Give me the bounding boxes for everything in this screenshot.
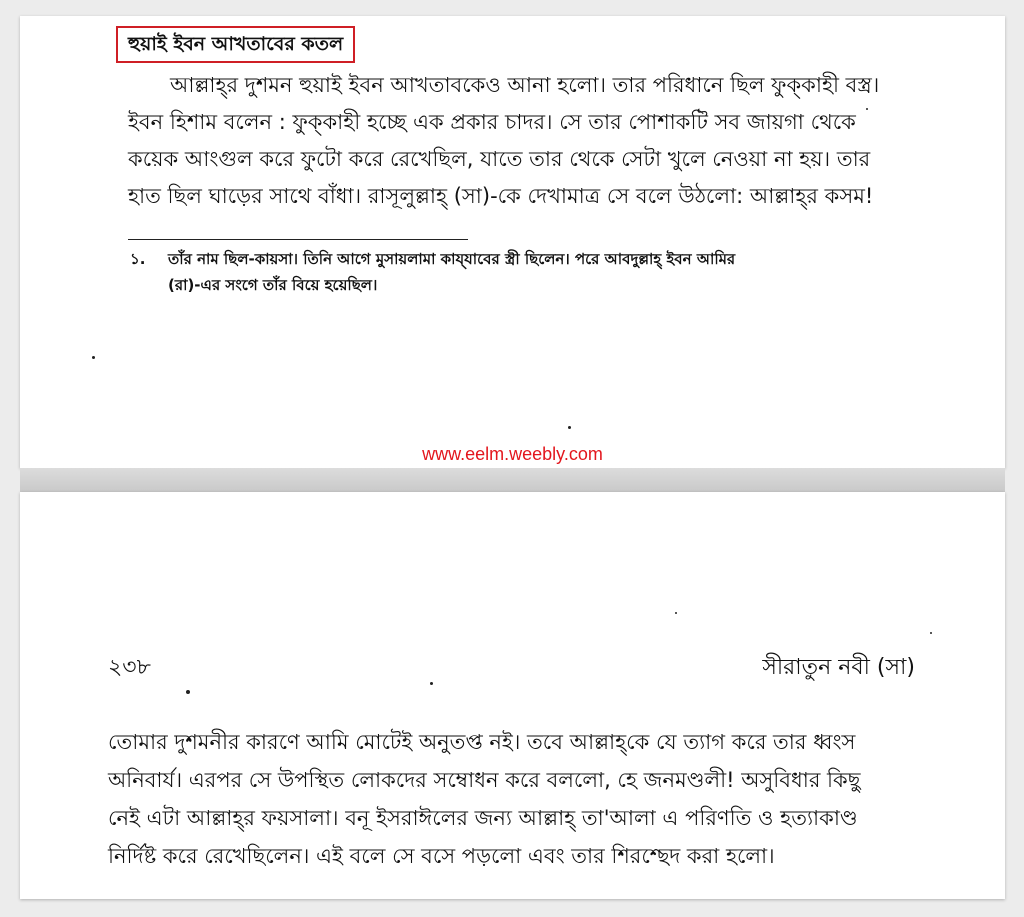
body-line-2: অনিবার্য। এরপর সে উপস্থিত লোকদের সম্বোধন করে বললো, হে জনমণ্ডলী! অসুবিধার কিছু <box>108 768 861 792</box>
scan-speck <box>92 356 95 359</box>
footnote-number: ১. <box>130 250 146 268</box>
scan-speck <box>568 426 571 429</box>
document-page-bottom <box>20 492 1005 899</box>
scan-speck <box>675 612 677 614</box>
body-line-2: ইবন হিশাম বলেন : ফুক্‌কাহী হচ্ছে এক প্রকার চাদর। সে তার পোশাকটি সব জায়গা থেকে <box>128 110 856 134</box>
watermark-link[interactable]: www.eelm.weebly.com <box>422 444 603 464</box>
body-line-1: আল্লাহ্‌র দুশমন হুয়াই ইবন আখতাবকেও আনা হলো। তার পরিধানে ছিল ফুক্‌কাহী বস্ত্র। <box>170 73 880 97</box>
body-line-4: নির্দিষ্ট করে রেখেছিলেন। এই বলে সে বসে পড়লো এবং তার শিরশ্ছেদ করা হলো। <box>108 844 775 868</box>
running-head: সীরাতুন নবী (সা) <box>762 655 915 680</box>
section-heading: হুয়াই ইবন আখতাবের কতল <box>116 26 355 63</box>
document-page-top <box>20 16 1005 468</box>
footnote-divider <box>128 239 468 240</box>
body-line-3: নেই এটা আল্লাহ্‌র ফয়সালা। বনূ ইসরাঈলের জন্য আল্লাহ্‌ তা'আলা এ পরিণতি ও হত্যাকাণ্ড <box>108 806 858 830</box>
footnote-line-2: (রা)-এর সংগে তাঁর বিয়ে হয়েছিল। <box>168 276 378 294</box>
scan-speck <box>930 632 932 634</box>
footnote-line-1: তাঁর নাম ছিল-কায়সা। তিনি আগে মুসায়লামা কায্‌যাবের স্ত্রী ছিলেন। পরে আবদুল্লাহ্‌ ইবন আমির <box>168 250 736 268</box>
body-line-4: হাত ছিল ঘাড়ের সাথে বাঁধা। রাসূলুল্লাহ্‌ (সা)-কে দেখামাত্র সে বলে উঠলো: আল্লাহ্‌র কসম! <box>128 184 874 208</box>
scan-speck <box>866 108 868 110</box>
scan-speck <box>430 682 433 685</box>
page-number: ২৩৮ <box>108 655 151 680</box>
page-separator <box>20 468 1005 492</box>
body-line-3: কয়েক আংগুল করে ফুটো করে রেখেছিল, যাতে তার থেকে সেটা খুলে নেওয়া না হয়। তার <box>128 147 871 171</box>
body-line-1: তোমার দুশমনীর কারণে আমি মোটেই অনুতপ্ত নই। তবে আল্লাহ্‌কে যে ত্যাগ করে তার ধ্বংস <box>108 730 856 754</box>
scan-speck <box>186 690 190 694</box>
